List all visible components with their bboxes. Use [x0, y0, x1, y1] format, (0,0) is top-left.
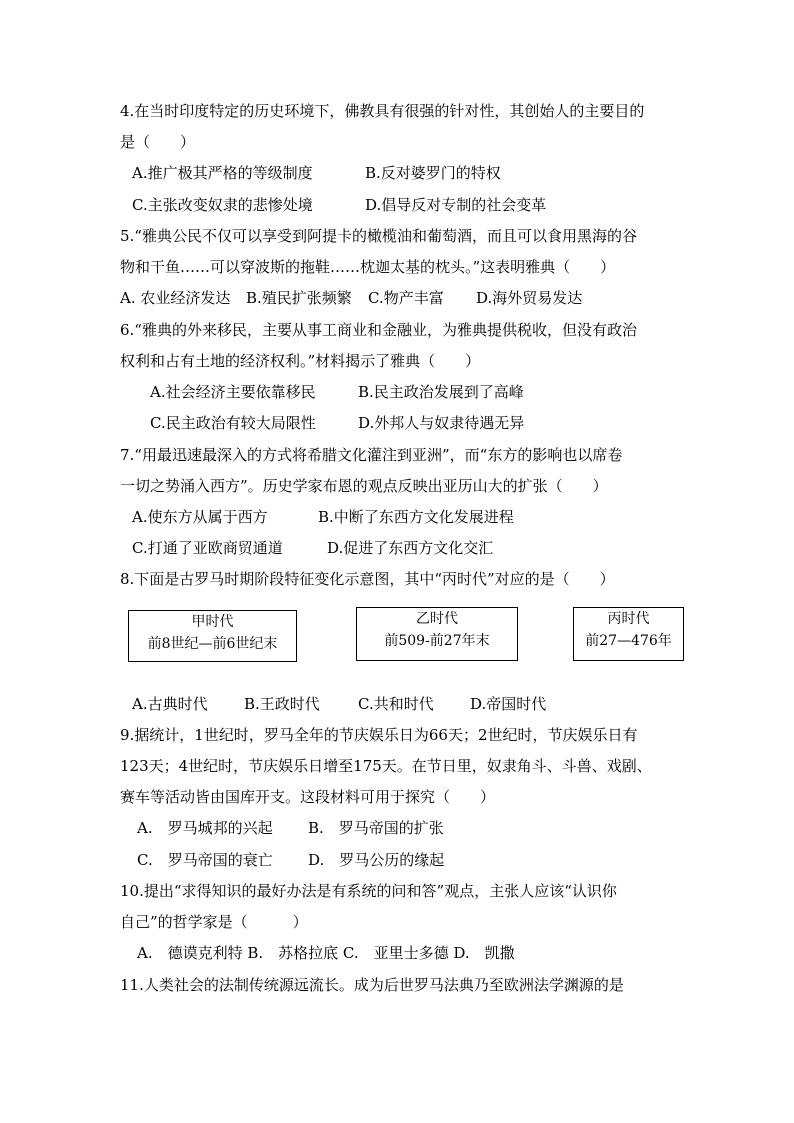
q7-option-d: D.促进了东西方文化交汇 [327, 539, 494, 557]
q6-option-d: D.外邦人与奴隶待遇无异 [358, 414, 525, 432]
box-yi-title: 乙时代 [416, 611, 458, 627]
q7-option-b: B.中断了东西方文化发展进程 [318, 508, 514, 526]
q9-stem-line3: 赛车等活动皆由国库开支。这段材料可用于探究（ ） [120, 788, 496, 806]
q4-option-b: B.反对婆罗门的特权 [365, 164, 501, 182]
q5-option-c: C.物产丰富 [368, 289, 444, 307]
q7-stem-line1: 7.“用最迅速最深入的方式将希腊文化灌注到亚洲”，而“东方的影响也以席卷 [120, 446, 623, 464]
timeline-box-bing [573, 607, 684, 661]
box-jia-period: 前8世纪—前6世纪末 [147, 636, 278, 652]
q4-stem-line1: 4.在当时印度特定的历史环境下，佛教具有很强的针对性，其创始人的主要目的 [120, 102, 645, 120]
q10-stem-line1: 10.提出“求得知识的最好办法是有系统的问和答”观点，主张人应该“认识你 [120, 882, 617, 900]
q5-option-b: B.殖民扩张频繁 [246, 289, 352, 307]
q9-stem-line2: 123天；4世纪时，节庆娱乐日增至175天。在节日里，奴隶角斗、斗兽、戏剧、 [120, 757, 652, 775]
q9-option-d: D. 罗马公历的缘起 [308, 851, 445, 869]
q9-stem-line1: 9.据统计，1世纪时，罗马全年的节庆娱乐日为66天；2世纪时，节庆娱乐日有 [120, 726, 638, 744]
q8-stem-line1: 8.下面是古罗马时期阶段特征变化示意图，其中“丙时代”对应的是（ ） [120, 570, 615, 588]
box-jia-title: 甲时代 [191, 614, 234, 630]
timeline-box-yi [356, 607, 518, 661]
q8-option-b: B.王政时代 [244, 695, 320, 713]
q9-option-b: B. 罗马帝国的扩张 [308, 819, 444, 837]
q6-stem-line2: 权利和占有土地的经济权利。”材料揭示了雅典（ ） [120, 352, 481, 370]
q8-option-a: A.古典时代 [132, 695, 208, 713]
q4-option-c: C.主张改变奴隶的悲惨处境 [132, 196, 313, 214]
box-bing-period: 前27—476年 [585, 633, 672, 649]
timeline-box-jia [128, 610, 297, 662]
q5-stem-line2: 物和干鱼……可以穿波斯的拖鞋……枕迦太基的枕头。”这表明雅典（ ） [120, 258, 616, 276]
q4-option-d: D.倡导反对专制的社会变革 [365, 196, 547, 214]
q5-option-a: A. 农业经济发达 [120, 289, 231, 307]
q6-option-c: C.民主政治有较大局限性 [150, 414, 316, 432]
q11-stem-line1: 11.人类社会的法制传统源远流长。成为后世罗马法典乃至欧洲法学渊源的是 [120, 976, 624, 994]
box-yi-period: 前509-前27年末 [384, 633, 490, 649]
q7-stem-line2: 一切之势涌入西方”。历史学家布恩的观点反映出亚历山大的扩张（ ） [120, 477, 608, 495]
q7-option-c: C.打通了亚欧商贸通道 [132, 539, 283, 557]
q8-option-d: D.帝国时代 [470, 695, 547, 713]
q5-stem-line1: 5.“雅典公民不仅可以享受到阿提卡的橄榄油和葡萄酒，而且可以食用黑海的谷 [120, 227, 637, 245]
q10-stem-line2: 自己”的哲学家是（ ） [120, 913, 308, 931]
q6-option-b: B.民主政治发展到了高峰 [358, 383, 524, 401]
q8-option-c: C.共和时代 [358, 695, 434, 713]
q6-option-a: A.社会经济主要依靠移民 [150, 383, 316, 401]
q6-stem-line1: 6.“雅典的外来移民，主要从事工商业和金融业，为雅典提供税收，但没有政治 [120, 321, 637, 339]
q10-options-row: A. 德谟克利特 B. 苏格拉底 C. 亚里士多德 D. 凯撒 [137, 944, 515, 962]
q9-option-c: C. 罗马帝国的衰亡 [137, 851, 273, 869]
box-bing-title: 丙时代 [607, 611, 650, 627]
q9-option-a: A. 罗马城邦的兴起 [137, 819, 273, 837]
q4-option-a: A.推广极其严格的等级制度 [132, 164, 313, 182]
q4-stem-line2: 是（ ） [120, 133, 196, 151]
q5-option-d: D.海外贸易发达 [476, 289, 583, 307]
q7-option-a: A.使东方从属于西方 [132, 508, 268, 526]
